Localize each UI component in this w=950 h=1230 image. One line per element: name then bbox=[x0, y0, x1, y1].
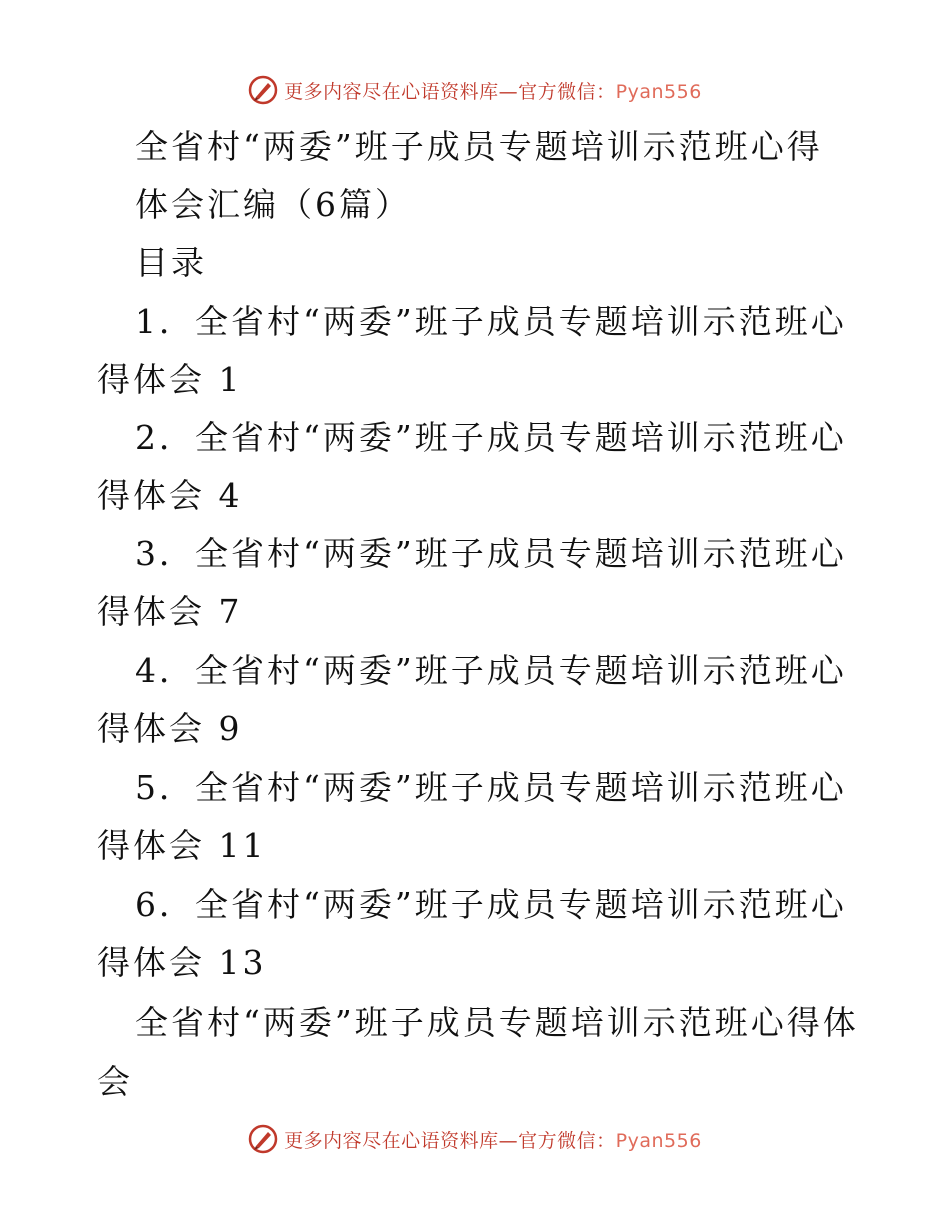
watermark-text: 更多内容尽在心语资料库—官方微信：Pyan556 bbox=[284, 1129, 702, 1152]
toc-item-5-line1: 5．全省村“两委”班子成员专题培训示范班心 bbox=[135, 768, 847, 807]
toc-item-6-line2: 得体会 13 bbox=[97, 943, 267, 982]
section-title-line1: 全省村“两委”班子成员专题培训示范班心得体 bbox=[135, 1003, 859, 1042]
section-title-line2: 会 bbox=[97, 1062, 133, 1101]
toc-heading: 目录 bbox=[135, 243, 207, 282]
doc-title-line1: 全省村“两委”班子成员专题培训示范班心得 bbox=[135, 127, 823, 166]
toc-item-2-line1: 2．全省村“两委”班子成员专题培训示范班心 bbox=[135, 418, 847, 457]
watermark-text: 更多内容尽在心语资料库—官方微信：Pyan556 bbox=[284, 80, 702, 103]
pen-logo-icon bbox=[248, 1124, 278, 1154]
watermark-handle: Pyan556 bbox=[615, 80, 702, 103]
watermark-header bbox=[0, 70, 950, 110]
doc-title-line2: 体会汇编（6篇） bbox=[135, 185, 411, 224]
watermark-footer bbox=[0, 1119, 950, 1159]
toc-item-3-line2: 得体会 7 bbox=[97, 592, 243, 631]
toc-item-3-line1: 3．全省村“两委”班子成员专题培训示范班心 bbox=[135, 534, 847, 573]
toc-item-4-line2: 得体会 9 bbox=[97, 709, 243, 748]
toc-item-1-line2: 得体会 1 bbox=[97, 360, 243, 399]
pen-logo-icon bbox=[248, 75, 278, 105]
watermark-handle: Pyan556 bbox=[615, 1129, 702, 1152]
toc-item-1-line1: 1．全省村“两委”班子成员专题培训示范班心 bbox=[135, 302, 847, 341]
toc-item-5-line2: 得体会 11 bbox=[97, 826, 267, 865]
toc-item-2-line2: 得体会 4 bbox=[97, 476, 243, 515]
toc-item-4-line1: 4．全省村“两委”班子成员专题培训示范班心 bbox=[135, 651, 847, 690]
toc-item-6-line1: 6．全省村“两委”班子成员专题培训示范班心 bbox=[135, 885, 847, 924]
